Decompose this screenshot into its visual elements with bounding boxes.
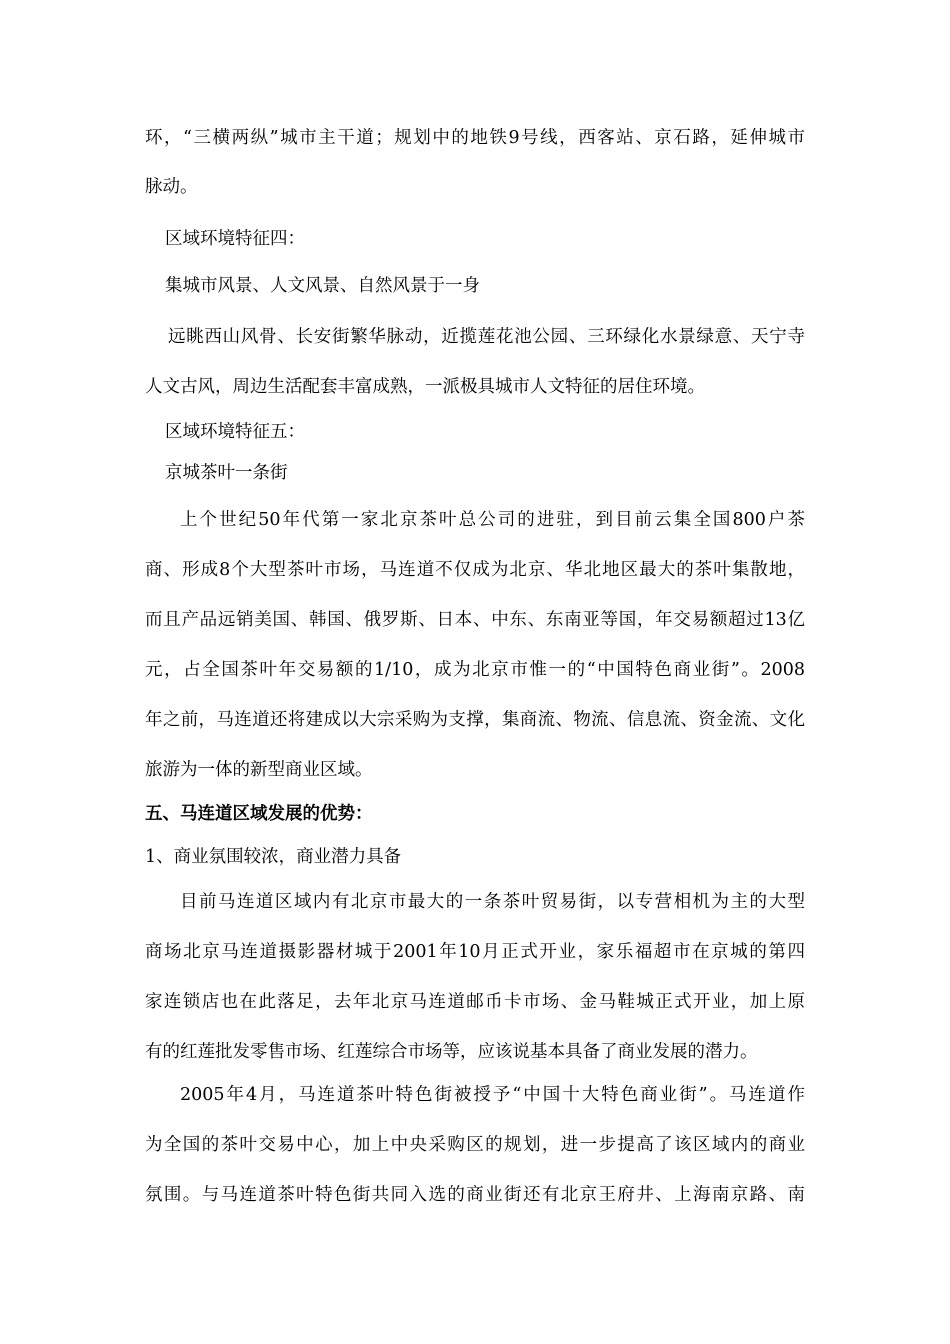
paragraph-line: 旅游为一体的新型商业区域。 bbox=[145, 760, 373, 780]
paragraph-line: 商场北京马连道摄影器材城于2001年10月正式开业，家乐福超市在京城的第四 bbox=[145, 942, 805, 962]
paragraph-line: 元，占全国茶叶年交易额的1/10，成为北京市惟一的“中国特色商业街”。2008 bbox=[145, 660, 805, 680]
paragraph-line: 商、形成8个大型茶叶市场，马连道不仅成为北京、华北地区最大的茶叶集散地， bbox=[145, 560, 805, 580]
paragraph-line: 而且产品远销美国、韩国、俄罗斯、日本、中东、东南亚等国，年交易额超过13亿 bbox=[145, 610, 805, 630]
subsection-heading: 1、商业氛围较浓，商业潜力具备 bbox=[145, 847, 402, 867]
paragraph-line: 上个世纪50年代第一家北京茶叶总公司的进驻，到目前云集全国800户茶 bbox=[180, 510, 805, 530]
paragraph-line: 2005年4月，马连道茶叶特色街被授予“中国十大特色商业街”。马连道作 bbox=[180, 1085, 805, 1105]
paragraph-line: 氛围。与马连道茶叶特色街共同入选的商业街还有北京王府井、上海南京路、南 bbox=[145, 1185, 805, 1205]
paragraph-line: 有的红莲批发零售市场、红莲综合市场等，应该说基本具备了商业发展的潜力。 bbox=[145, 1042, 758, 1062]
section-subtitle: 京城茶叶一条街 bbox=[165, 463, 288, 483]
paragraph-line: 人文古风，周边生活配套丰富成熟，一派极具城市人文特征的居住环境。 bbox=[145, 377, 705, 397]
section-heading: 五、马连道区域发展的优势： bbox=[145, 804, 373, 824]
section-label: 区域环境特征五： bbox=[165, 422, 305, 442]
paragraph-line: 远眺西山风骨、长安街繁华脉动，近揽莲花池公园、三环绿化水景绿意、天宁寺 bbox=[168, 327, 805, 347]
paragraph-line: 环，“三横两纵”城市主干道；规划中的地铁9号线，西客站、京石路，延伸城市 bbox=[145, 128, 805, 148]
section-label: 区域环境特征四： bbox=[165, 229, 305, 249]
paragraph-line: 为全国的茶叶交易中心，加上中央采购区的规划，进一步提高了该区域内的商业 bbox=[145, 1135, 805, 1155]
section-subtitle: 集城市风景、人文风景、自然风景于一身 bbox=[165, 276, 480, 296]
paragraph-line: 目前马连道区域内有北京市最大的一条茶叶贸易街，以专营相机为主的大型 bbox=[180, 892, 805, 912]
paragraph-line: 家连锁店也在此落足，去年北京马连道邮币卡市场、金马鞋城正式开业，加上原 bbox=[145, 992, 805, 1012]
paragraph-line: 脉动。 bbox=[145, 177, 198, 197]
paragraph-line: 年之前，马连道还将建成以大宗采购为支撑，集商流、物流、信息流、资金流、文化 bbox=[145, 710, 805, 730]
